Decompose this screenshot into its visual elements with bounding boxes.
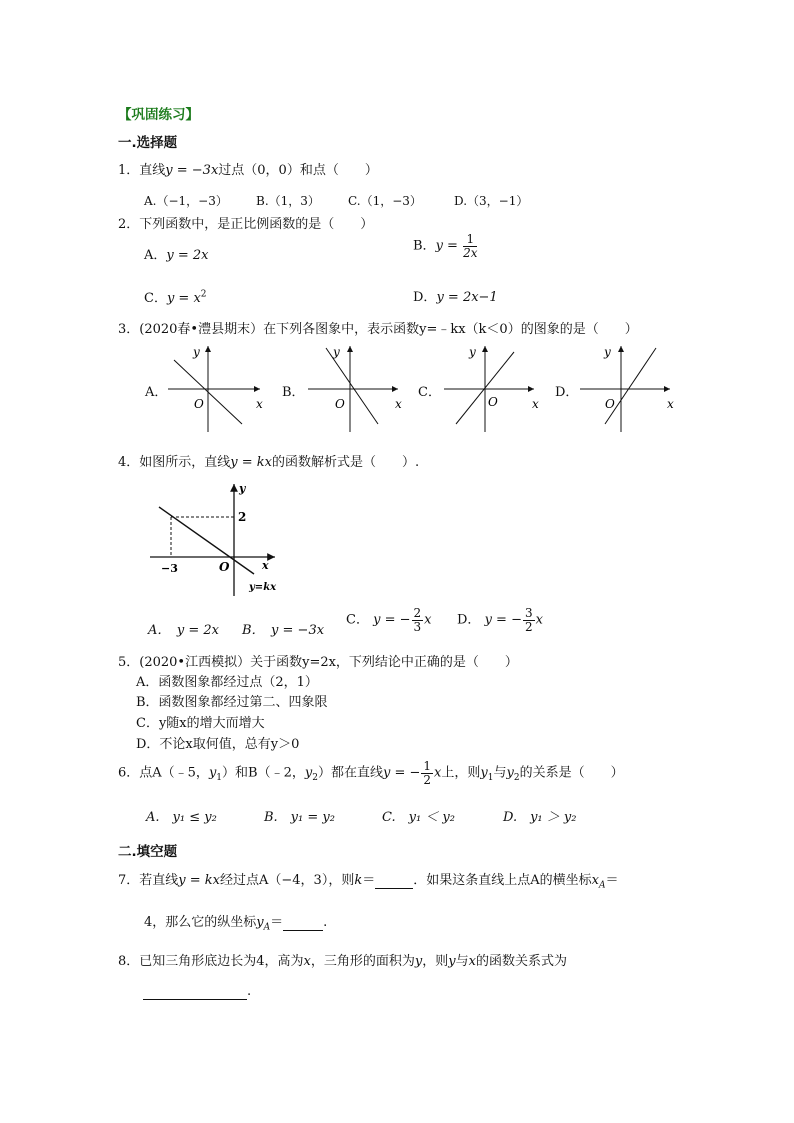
q8-y2: y — [448, 954, 456, 969]
q2-c-eq: y = x — [166, 291, 201, 306]
q8-blank[interactable] — [143, 984, 247, 1000]
q4-c-num: 2 — [413, 606, 422, 620]
q4-x-tick: −3 — [161, 562, 178, 575]
q4-d-lhs: y = − — [484, 612, 522, 628]
question-8-line-1 — [118, 950, 567, 969]
q7-c: ＝ — [362, 873, 376, 888]
q5-option-c: C．y随x的增大而增大 — [136, 716, 265, 731]
q2-a-eq: y = 2x — [166, 248, 209, 263]
q6-num: 1 — [423, 759, 432, 773]
question-3: 3．(2020春•澧县期末）在下列各图象中，表示函数y=﹣kx（k＜0）的图象的是（ ） — [118, 322, 638, 337]
q1-option-b: B.（1，3） — [256, 194, 320, 208]
q6-option-b: B. y₁ = y₂ — [264, 810, 335, 825]
q4-option-c — [346, 607, 431, 633]
q2-d-eq: y = 2x−1 — [436, 290, 498, 305]
q4-d-num: 3 — [524, 606, 533, 620]
q4-y-tick: 2 — [238, 510, 247, 524]
q7-xa: x — [591, 873, 599, 888]
q2-a-label: A． — [144, 248, 167, 263]
q8-c: ，则 — [422, 954, 449, 969]
q3-graph-b — [308, 345, 402, 432]
q2-c-label: C． — [144, 291, 167, 306]
q2-d-label: D． — [413, 290, 437, 305]
q4-c-var: x — [424, 612, 432, 628]
q2-option-d — [413, 286, 498, 305]
q4-option-d — [457, 607, 543, 633]
section-header: 【巩固练习】 — [118, 107, 199, 123]
q6-option-d: D. y₁ ＞ y₂ — [503, 810, 577, 825]
q2-option-c — [144, 287, 207, 306]
question-7-line-1 — [118, 869, 618, 891]
q6-part-f: 的关系是（ ） — [519, 765, 624, 781]
q6-y2: y — [304, 765, 313, 781]
q4-d-var: x — [535, 612, 543, 628]
q4-equation: y = kx — [230, 455, 272, 470]
question-7-line-2 — [144, 911, 327, 933]
q3c-o: O — [488, 395, 498, 409]
q4-c-lhs: y = − — [373, 612, 411, 628]
q3a-y: y — [193, 345, 200, 359]
q3-label-c: C． — [418, 385, 441, 400]
q8-b: ，三角形的面积为 — [310, 954, 415, 969]
q5-option-d: D．不论x取何值，总有y＞0 — [136, 737, 300, 752]
q7-d: ．如果这条直线上点A的横坐标 — [413, 873, 592, 888]
q3a-o: O — [194, 397, 204, 411]
question-8-line-2 — [143, 984, 251, 1000]
section-choice-title: 一.选择题 — [118, 135, 178, 151]
q3-graph-a — [168, 345, 263, 432]
q6-part-c: ）都在直线 — [317, 765, 383, 781]
q6-sub2: 2 — [312, 773, 318, 784]
q1-equation: y = −3x — [165, 163, 219, 178]
q1-stem-post: 过点（0，0）和点（ ） — [218, 163, 378, 178]
q2-option-b — [413, 233, 478, 259]
q2-b-lhs: y = — [435, 238, 458, 254]
q5-option-a: A．函数图象都经过点（2，1） — [136, 675, 318, 690]
q7-f: 4，那么它的纵坐标 — [144, 915, 257, 930]
q8-a: 8．已知三角形底边长为4，高为 — [118, 954, 304, 969]
question-1 — [118, 159, 378, 178]
q1-option-c: C.（1，−3） — [348, 194, 422, 208]
q3d-y: y — [604, 345, 611, 359]
q6-option-a: A. y₁ ≤ y₂ — [146, 810, 217, 825]
q1-stem: 1．直线 — [118, 163, 166, 178]
q6-sub2b: 2 — [513, 773, 520, 784]
q8-d: 与 — [455, 954, 469, 969]
q7-blank-2[interactable] — [283, 915, 323, 931]
q4-stem-post: 的函数解析式是（ ）. — [272, 455, 420, 470]
q3-label-b: B． — [282, 385, 305, 400]
q6-eq-lhs: y = − — [382, 765, 421, 781]
q3a-x: x — [256, 397, 263, 411]
q1-option-d: D.（3，−1） — [454, 194, 529, 208]
q8-e: 的函数关系式为 — [476, 954, 568, 969]
q4-origin: O — [219, 560, 230, 574]
q7-blank-1[interactable] — [375, 873, 413, 889]
q3b-x: x — [395, 397, 402, 411]
q2-c-sup: 2 — [200, 289, 207, 300]
q7-xa-sub: A — [598, 880, 606, 891]
q4-option-a: A． y = 2x — [148, 623, 219, 638]
q3-label-d: D． — [555, 385, 579, 400]
q4-c-label: C． — [346, 612, 369, 628]
q3b-o: O — [335, 397, 345, 411]
q7-eq: y = kx — [178, 873, 220, 888]
q4-d-fraction — [523, 607, 535, 633]
q6-den: 2 — [423, 772, 432, 787]
q6-y1: y — [208, 765, 217, 781]
q6-y2b: y — [506, 765, 514, 781]
q7-g: ＝ — [270, 915, 284, 930]
q1-option-a: A.（−1，−3） — [144, 194, 228, 208]
q6-part-d: 上，则 — [441, 765, 481, 781]
q4-stem: 4．如图所示，直线 — [118, 455, 231, 470]
q6-sub1b: 1 — [487, 773, 494, 784]
q4-option-b: B． y = −3x — [242, 623, 325, 638]
q4-graph — [145, 478, 295, 603]
q7-ya-sub: A — [263, 922, 271, 933]
q4-c-den: 3 — [413, 619, 422, 634]
q6-option-c: C. y₁ ＜ y₂ — [382, 810, 455, 825]
q6-fraction — [421, 760, 433, 786]
q8-y1: y — [414, 954, 423, 969]
q3b-y: y — [333, 345, 340, 359]
q6-var: x — [434, 765, 442, 781]
q6-y1b: y — [480, 765, 488, 781]
q7-e: ＝ — [605, 873, 619, 888]
q6-part-a: 6．点A（﹣5， — [118, 765, 209, 781]
q3c-x: x — [532, 397, 539, 411]
q3d-o: O — [605, 397, 615, 411]
q4-x-label: x — [262, 559, 269, 572]
q8-x2: x — [468, 954, 476, 969]
q4-y-label: y — [239, 482, 246, 495]
question-5: 5．(2020•江西模拟）关于函数y=2x，下列结论中正确的是（ ） — [118, 655, 518, 670]
section-fill-title: 二.填空题 — [118, 844, 178, 860]
question-6 — [118, 760, 624, 786]
q4-d-den: 2 — [524, 619, 533, 634]
q7-h: . — [323, 915, 328, 930]
q4-line-label: y=kx — [249, 582, 277, 593]
q7-a: 7．若直线 — [118, 873, 179, 888]
q7-k: k — [354, 873, 363, 888]
q3-label-a: A． — [145, 385, 168, 400]
q7-b: 经过点A（−4，3），则 — [220, 873, 355, 888]
q5-option-b: B．函数图象都经过第二、四象限 — [136, 695, 328, 710]
q4-c-fraction — [412, 607, 424, 633]
q2-option-a — [144, 244, 209, 263]
q3c-y: y — [469, 345, 476, 359]
q6-part-b: ）和B（﹣2， — [222, 765, 305, 781]
q3-graphs — [0, 340, 794, 440]
q4-d-label: D． — [457, 612, 481, 628]
q2-b-den: 2x — [463, 245, 478, 260]
q3d-x: x — [667, 397, 674, 411]
q6-part-e: 与 — [493, 765, 507, 781]
q3-graph-d — [580, 345, 674, 432]
q2-b-label: B． — [413, 238, 436, 254]
q2-b-num: 1 — [463, 233, 477, 247]
q7-ya: y — [256, 915, 264, 930]
q8-end: . — [247, 984, 252, 999]
question-4 — [118, 451, 419, 470]
q8-x1: x — [303, 954, 311, 969]
q3-graph-c — [444, 345, 539, 432]
q6-sub1: 1 — [216, 773, 223, 784]
question-2: 2．下列函数中，是正比例函数的是（ ） — [118, 217, 374, 232]
q2-b-fraction — [463, 233, 477, 259]
